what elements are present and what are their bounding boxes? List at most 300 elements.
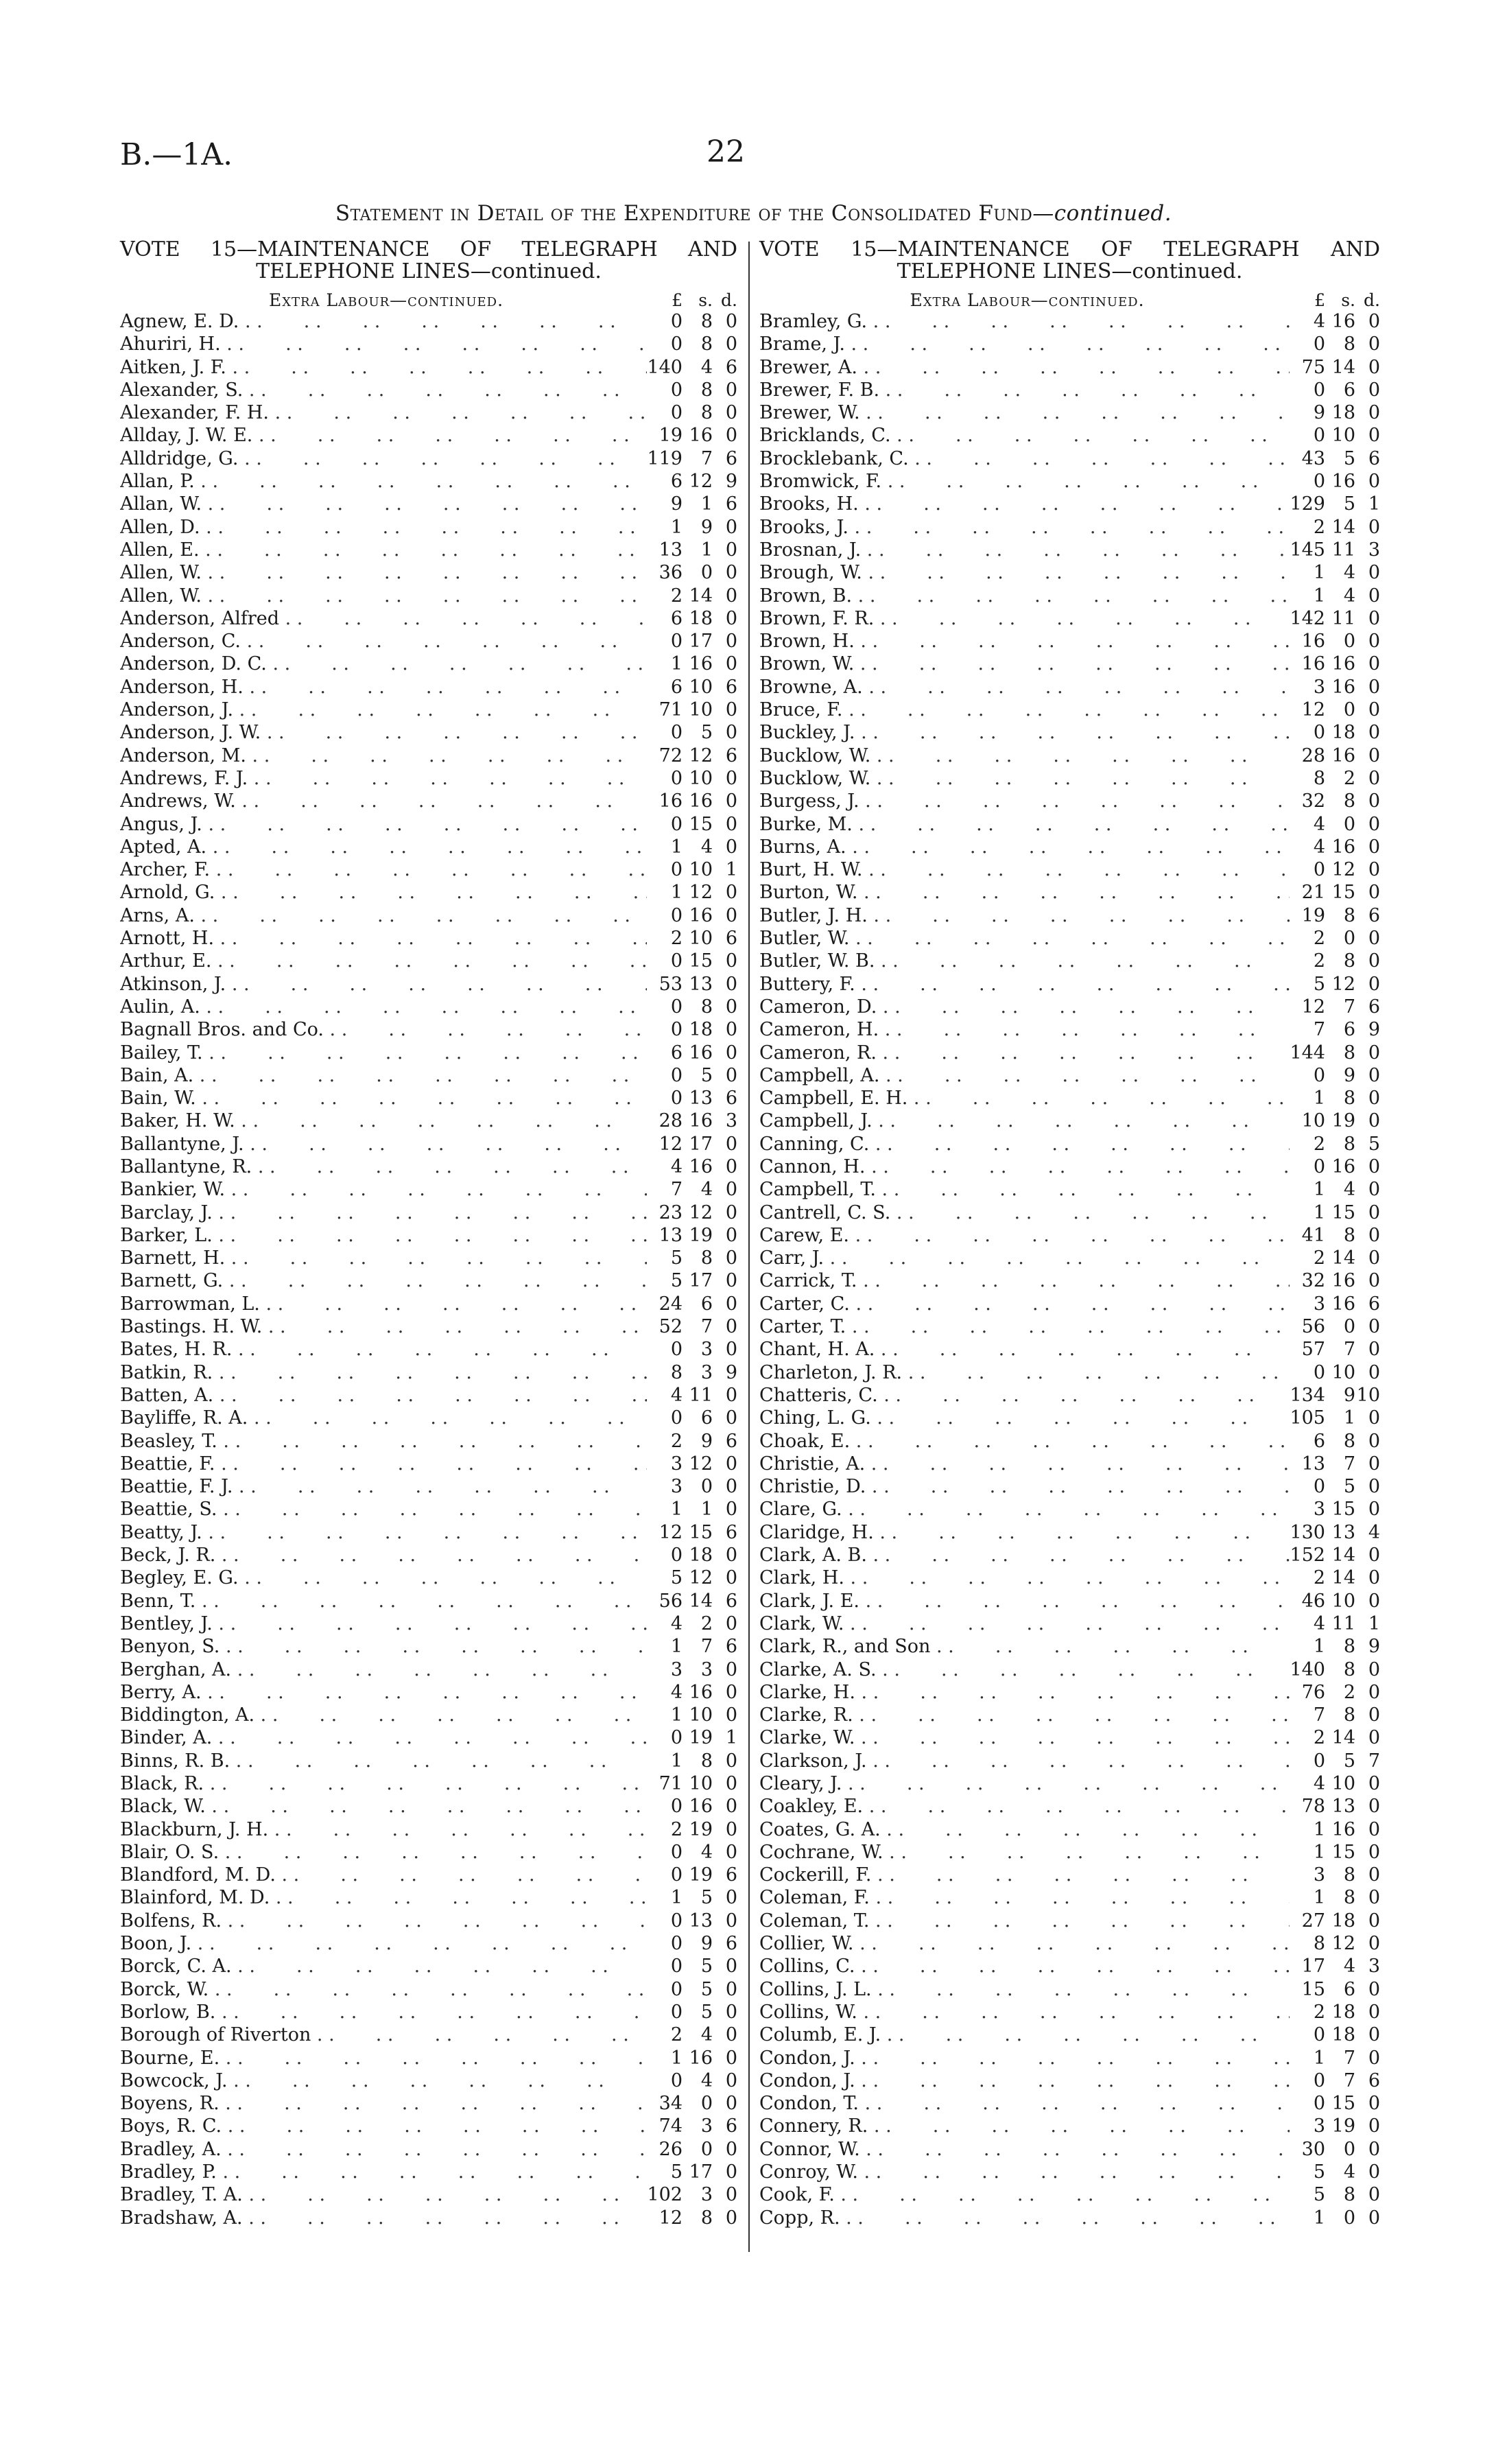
amount-pence: 6 bbox=[1368, 447, 1380, 469]
amount-pounds: 8 bbox=[1313, 767, 1325, 789]
amount-pounds: 1 bbox=[670, 1887, 683, 1909]
payee-name: Clarke, H. . . bbox=[759, 1681, 1290, 1704]
amount-pounds: 0 bbox=[670, 950, 683, 972]
amount-shillings: 5 bbox=[1343, 1476, 1355, 1498]
amount-shillings: 5 bbox=[1343, 493, 1355, 515]
payee-name: Condon, T. . . bbox=[759, 2092, 1290, 2115]
amount-pence: 5 bbox=[1368, 1133, 1380, 1155]
amount-pence: 0 bbox=[725, 1750, 737, 1772]
amount-pounds: 1 bbox=[670, 2047, 683, 2069]
amount-pence: 0 bbox=[1368, 1476, 1380, 1498]
amount-pounds: 56 bbox=[1301, 1316, 1325, 1338]
payee-name: Condon, J. . . bbox=[759, 2069, 1290, 2092]
amount-pence: 6 bbox=[725, 1088, 737, 1110]
amount-pence: 6 bbox=[725, 493, 737, 515]
payee-name: Cochrane, W. . . bbox=[759, 1841, 1290, 1864]
amount-pence: 0 bbox=[725, 1818, 737, 1840]
amount-pence: 0 bbox=[1368, 1773, 1380, 1794]
payee-name: Bailey, T. . . bbox=[120, 1042, 647, 1064]
amount-pounds: 105 bbox=[1290, 1407, 1325, 1429]
amount-pounds: 12 bbox=[658, 2207, 683, 2229]
amount-pence: 0 bbox=[1368, 859, 1380, 881]
amount-pounds: 6 bbox=[670, 676, 683, 698]
amount-pounds: 0 bbox=[670, 379, 683, 401]
amount-pence: 0 bbox=[1368, 813, 1380, 835]
table-row bbox=[759, 1224, 1380, 1247]
amount-shillings: 8 bbox=[700, 333, 713, 355]
table-row bbox=[120, 1498, 737, 1521]
amount-shillings: 17 bbox=[689, 1133, 713, 1155]
payee-name: Bucklow, W. . . bbox=[759, 767, 1290, 790]
table-row bbox=[759, 1018, 1380, 1041]
amount-shillings: 19 bbox=[689, 1224, 713, 1246]
amount-pounds: 1 bbox=[670, 1636, 683, 1658]
page-reference: B.—1A. bbox=[120, 137, 233, 172]
amount-shillings: 15 bbox=[1331, 2093, 1355, 2115]
payee-name: Buckley, J. . . bbox=[759, 721, 1290, 744]
amount-pence: 0 bbox=[725, 1887, 737, 1909]
table-row bbox=[759, 881, 1380, 904]
amount-pence: 0 bbox=[1368, 1110, 1380, 1132]
amount-pence: 9 bbox=[1368, 1019, 1380, 1041]
payee-name: Carew, E. . . bbox=[759, 1224, 1290, 1247]
amount-shillings: 16 bbox=[689, 2047, 713, 2069]
amount-pounds: 76 bbox=[1301, 1681, 1325, 1703]
amount-shillings: 19 bbox=[689, 1818, 713, 1840]
amount-shillings: 5 bbox=[1343, 447, 1355, 469]
amount-shillings: 11 bbox=[1331, 539, 1355, 561]
amount-pence: 1 bbox=[725, 1727, 737, 1749]
amount-shillings: 0 bbox=[1343, 2207, 1355, 2229]
amount-pence: 6 bbox=[725, 1864, 737, 1886]
payee-name: Bastings. H. W. . . bbox=[120, 1315, 647, 1338]
amount-pence: 0 bbox=[725, 1612, 737, 1634]
payee-name: Beattie, F. J. . . bbox=[120, 1475, 647, 1498]
table-row bbox=[120, 1795, 737, 1818]
payee-name: Brosnan, J. . . bbox=[759, 539, 1290, 561]
amount-pence: 0 bbox=[1368, 356, 1380, 378]
title-main: Statement in Detail of the Expenditure of the Consolidated Fund bbox=[335, 201, 1033, 226]
table-row bbox=[120, 1521, 737, 1544]
amount-pounds: 17 bbox=[1301, 1956, 1325, 1978]
amount-pence: 0 bbox=[725, 973, 737, 995]
amount-pence: 0 bbox=[725, 2024, 737, 2046]
amount-pounds: 46 bbox=[1301, 1590, 1325, 1612]
amount-pence: 0 bbox=[1368, 767, 1380, 789]
section-header bbox=[120, 283, 737, 310]
payee-name: Barclay, J. . . bbox=[120, 1201, 647, 1224]
table-row bbox=[120, 2161, 737, 2183]
amount-shillings: 16 bbox=[689, 1042, 713, 1064]
amount-pence: 0 bbox=[1368, 1933, 1380, 1955]
payee-name: Chant, H. A. . . bbox=[759, 1338, 1290, 1361]
amount-pence: 0 bbox=[725, 950, 737, 972]
amount-pence: 0 bbox=[1368, 1887, 1380, 1909]
amount-shillings: 0 bbox=[1343, 928, 1355, 950]
amount-pounds: 0 bbox=[670, 722, 683, 744]
amount-pence: 0 bbox=[725, 1133, 737, 1155]
amount-pounds: 145 bbox=[1290, 539, 1325, 561]
amount-pence: 0 bbox=[725, 1316, 737, 1338]
amount-pence: 0 bbox=[1368, 653, 1380, 675]
payee-name: Archer, F. . . bbox=[120, 858, 647, 881]
payee-name: Butler, J. H. . . bbox=[759, 904, 1290, 927]
payee-name: Borck, W. . . bbox=[120, 1978, 647, 2001]
amount-pounds: 16 bbox=[658, 790, 683, 812]
amount-pounds: 2 bbox=[1313, 950, 1325, 972]
amount-shillings: 1 bbox=[700, 1499, 713, 1521]
amount-shillings: 18 bbox=[689, 607, 713, 629]
table-row bbox=[759, 1201, 1380, 1224]
amount-shillings: 0 bbox=[1343, 631, 1355, 653]
payee-name: Choak, E. . . bbox=[759, 1430, 1290, 1453]
amount-shillings: 15 bbox=[1331, 1499, 1355, 1521]
table-row bbox=[120, 2001, 737, 2023]
page-title bbox=[0, 201, 1507, 226]
amount-pounds: 16 bbox=[1301, 653, 1325, 675]
amount-shillings: 1 bbox=[700, 493, 713, 515]
payee-name: Blair, O. S. . . bbox=[120, 1841, 647, 1864]
amount-shillings: 3 bbox=[700, 2184, 713, 2206]
amount-pounds: 0 bbox=[670, 1956, 683, 1978]
amount-pounds: 0 bbox=[1313, 1750, 1325, 1772]
payee-name: Carter, C. . . bbox=[759, 1293, 1290, 1315]
amount-pence: 0 bbox=[725, 790, 737, 812]
amount-pounds: 0 bbox=[1313, 1064, 1325, 1086]
amount-pence: 6 bbox=[725, 1430, 737, 1452]
amount-shillings: 3 bbox=[700, 1658, 713, 1680]
amount-pounds: 3 bbox=[1313, 1864, 1325, 1886]
amount-pence: 0 bbox=[1368, 2093, 1380, 2115]
payee-name: Brooks, J. . . bbox=[759, 516, 1290, 539]
payee-name: Allen, W. . . bbox=[120, 585, 647, 607]
table-row bbox=[759, 379, 1380, 401]
table-row bbox=[759, 1087, 1380, 1110]
amount-shillings: 10 bbox=[689, 767, 713, 789]
payee-name: Burton, W. . . bbox=[759, 881, 1290, 904]
table-row bbox=[120, 401, 737, 424]
amount-pounds: 12 bbox=[658, 1521, 683, 1543]
amount-shillings: 7 bbox=[1343, 1453, 1355, 1475]
payee-name: Chatteris, C. . . bbox=[759, 1384, 1290, 1407]
amount-pounds: 6 bbox=[1313, 1430, 1325, 1452]
amount-pounds: 71 bbox=[658, 699, 683, 721]
amount-shillings: 0 bbox=[700, 2093, 713, 2115]
table-row bbox=[120, 1430, 737, 1453]
table-row bbox=[120, 1590, 737, 1612]
amount-shillings: 8 bbox=[1343, 1704, 1355, 1726]
amount-pounds: 1 bbox=[670, 1499, 683, 1521]
amount-shillings: 13 bbox=[1331, 1521, 1355, 1543]
amount-shillings: 8 bbox=[1343, 1133, 1355, 1155]
amount-shillings: 16 bbox=[689, 904, 713, 926]
payee-name: Boon, J. . . bbox=[120, 1932, 647, 1955]
amount-pence: 6 bbox=[1368, 904, 1380, 926]
amount-shillings: 19 bbox=[1331, 1110, 1355, 1132]
amount-pence: 0 bbox=[1368, 836, 1380, 858]
table-row bbox=[120, 1544, 737, 1567]
amount-pounds: 2 bbox=[1313, 1727, 1325, 1749]
amount-pounds: 1 bbox=[670, 836, 683, 858]
amount-pence: 0 bbox=[1368, 333, 1380, 355]
amount-pounds: 26 bbox=[658, 2138, 683, 2160]
payee-name: Claridge, H. . . bbox=[759, 1521, 1290, 1544]
amount-pence: 0 bbox=[1368, 1247, 1380, 1269]
amount-pounds: 4 bbox=[670, 1612, 683, 1634]
amount-pence: 0 bbox=[1368, 1658, 1380, 1680]
table-row bbox=[759, 1612, 1380, 1635]
amount-shillings: 5 bbox=[700, 1956, 713, 1978]
amount-pounds: 134 bbox=[1290, 1384, 1325, 1406]
payee-name: Anderson, Alfred . . bbox=[120, 607, 647, 630]
vote-heading: VOTE 15—MAINTENANCE OF TELEGRAPH AND bbox=[759, 237, 1380, 261]
table-row bbox=[759, 2023, 1380, 2046]
amount-pence: 0 bbox=[1368, 1727, 1380, 1749]
section-header bbox=[759, 283, 1380, 310]
amount-pounds: 1 bbox=[1313, 1887, 1325, 1909]
payee-name: Borck, C. A. . . bbox=[120, 1955, 647, 1978]
amount-pence: 0 bbox=[1368, 699, 1380, 721]
amount-pence: 0 bbox=[725, 607, 737, 629]
amount-pence: 0 bbox=[725, 996, 737, 1018]
table-row bbox=[120, 1133, 737, 1155]
amount-shillings: 10 bbox=[689, 928, 713, 950]
amount-pence: 0 bbox=[1368, 1179, 1380, 1201]
amount-pounds: 0 bbox=[670, 1019, 683, 1041]
payee-name: Bucklow, W. . . bbox=[759, 744, 1290, 767]
amount-pence: 0 bbox=[1368, 1567, 1380, 1589]
amount-pounds: 36 bbox=[658, 562, 683, 584]
amount-pence: 0 bbox=[725, 1179, 737, 1201]
amount-shillings: 4 bbox=[1343, 1956, 1355, 1978]
amount-shillings: 18 bbox=[1331, 402, 1355, 424]
payee-name: Arns, A. . . bbox=[120, 904, 647, 927]
amount-pence: 3 bbox=[1368, 539, 1380, 561]
amount-pounds: 21 bbox=[1301, 882, 1325, 904]
table-row bbox=[120, 1955, 737, 1978]
table-row bbox=[120, 1750, 737, 1772]
amount-pounds: 0 bbox=[670, 1064, 683, 1086]
amount-pounds: 0 bbox=[670, 813, 683, 835]
table-row bbox=[759, 447, 1380, 470]
amount-pounds: 1 bbox=[670, 516, 683, 538]
payee-name: Brooks, H. . . bbox=[759, 493, 1290, 515]
payee-name: Beattie, F. . . bbox=[120, 1453, 647, 1475]
amount-pounds: 1 bbox=[1313, 1841, 1325, 1863]
amount-pence: 0 bbox=[725, 1658, 737, 1680]
payee-name: Bradley, T. A. . . bbox=[120, 2183, 647, 2206]
amount-shillings: 0 bbox=[700, 562, 713, 584]
vote-subheading: TELEPHONE LINES—continued. bbox=[897, 259, 1243, 283]
table-row bbox=[120, 2069, 737, 2092]
table-row bbox=[759, 767, 1380, 790]
table-row bbox=[759, 790, 1380, 812]
table-row bbox=[120, 1658, 737, 1681]
payee-name: Barker, L. . . bbox=[120, 1224, 647, 1247]
table-row bbox=[759, 1269, 1380, 1292]
amount-shillings: 7 bbox=[700, 1316, 713, 1338]
amount-pence: 0 bbox=[725, 1841, 737, 1863]
table-row bbox=[759, 585, 1380, 607]
table-row bbox=[120, 1772, 737, 1795]
amount-pounds: 13 bbox=[1301, 1453, 1325, 1475]
amount-pounds: 12 bbox=[1301, 699, 1325, 721]
payee-name: Batten, A. . . bbox=[120, 1384, 647, 1407]
amount-pence: 0 bbox=[1368, 1499, 1380, 1521]
amount-pence: 0 bbox=[1368, 1910, 1380, 1932]
amount-pounds: 152 bbox=[1290, 1545, 1325, 1567]
amount-pence: 0 bbox=[1368, 1316, 1380, 1338]
table-row bbox=[759, 516, 1380, 539]
amount-pounds: 5 bbox=[670, 2161, 683, 2183]
table-row bbox=[120, 1681, 737, 1704]
table-row bbox=[759, 1726, 1380, 1749]
amount-pounds: 19 bbox=[658, 425, 683, 447]
amount-pence: 0 bbox=[725, 2001, 737, 2023]
amount-pounds: 3 bbox=[670, 1476, 683, 1498]
payee-name: Ahuriri, H. . . bbox=[120, 333, 647, 355]
table-row bbox=[120, 1201, 737, 1224]
amount-shillings: 6 bbox=[1343, 1978, 1355, 2000]
amount-pounds: 0 bbox=[670, 2069, 683, 2091]
table-row bbox=[759, 1750, 1380, 1772]
amount-pence: 0 bbox=[1368, 1704, 1380, 1726]
amount-pence: 0 bbox=[1368, 950, 1380, 972]
amount-pounds: 0 bbox=[1313, 1155, 1325, 1177]
table-row bbox=[759, 333, 1380, 355]
amount-pounds: 0 bbox=[670, 2001, 683, 2023]
amount-pounds: 144 bbox=[1290, 1042, 1325, 1064]
amount-pounds: 4 bbox=[1313, 1612, 1325, 1634]
payee-name: Cameron, R. . . bbox=[759, 1042, 1290, 1064]
amount-shillings: 15 bbox=[1331, 1201, 1355, 1223]
amount-pence: 0 bbox=[725, 539, 737, 561]
payee-name: Campbell, J. . . bbox=[759, 1110, 1290, 1132]
title-suffix: —continued. bbox=[1032, 201, 1172, 226]
amount-pounds: 75 bbox=[1301, 356, 1325, 378]
payee-name: Ching, L. G. . . bbox=[759, 1407, 1290, 1429]
payee-name: Campbell, A. . . bbox=[759, 1064, 1290, 1087]
amount-pounds: 4 bbox=[670, 1681, 683, 1703]
amount-shillings: 18 bbox=[1331, 1910, 1355, 1932]
payee-name: Anderson, C. . . bbox=[120, 630, 647, 653]
amount-shillings: 14 bbox=[1331, 356, 1355, 378]
amount-pounds: 140 bbox=[1290, 1658, 1325, 1680]
amount-shillings: 12 bbox=[1331, 973, 1355, 995]
table-row bbox=[120, 2183, 737, 2206]
payee-name: Carter, T. . . bbox=[759, 1315, 1290, 1338]
amount-pounds: 1 bbox=[1313, 1636, 1325, 1658]
amount-shillings: 5 bbox=[700, 1064, 713, 1086]
amount-shillings: 13 bbox=[689, 1910, 713, 1932]
table-row bbox=[120, 1315, 737, 1338]
amount-pence: 0 bbox=[725, 1155, 737, 1177]
amount-pounds: 0 bbox=[670, 1978, 683, 2000]
amount-shillings: 5 bbox=[700, 1887, 713, 1909]
amount-pence: 6 bbox=[1368, 2069, 1380, 2091]
payee-name: Campbell, T. . . bbox=[759, 1178, 1290, 1201]
amount-shillings: 11 bbox=[689, 1384, 713, 1406]
payee-name: Connor, W. . . bbox=[759, 2138, 1290, 2161]
amount-pence: 0 bbox=[1368, 973, 1380, 995]
amount-pounds: 9 bbox=[670, 493, 683, 515]
amount-shillings: 13 bbox=[689, 1088, 713, 1110]
table-row bbox=[120, 1704, 737, 1726]
payee-name: Bradshaw, A. . . bbox=[120, 2207, 647, 2229]
page-number: 22 bbox=[707, 134, 745, 169]
amount-shillings: 9 bbox=[1343, 1384, 1355, 1406]
amount-shillings: 8 bbox=[1343, 1636, 1355, 1658]
amount-pounds: 43 bbox=[1301, 447, 1325, 469]
table-row bbox=[120, 1612, 737, 1635]
amount-pounds: 4 bbox=[670, 1155, 683, 1177]
amount-pence: 0 bbox=[725, 904, 737, 926]
table-row bbox=[120, 2092, 737, 2115]
amount-pence: 6 bbox=[725, 2115, 737, 2137]
payee-name: Anderson, J. W. . . bbox=[120, 721, 647, 744]
amount-shillings: 16 bbox=[1331, 1818, 1355, 1840]
amount-pence: 0 bbox=[725, 1453, 737, 1475]
expenditure-list bbox=[120, 310, 737, 2229]
table-row bbox=[759, 1681, 1380, 1704]
amount-shillings: 4 bbox=[1343, 1179, 1355, 1201]
amount-shillings: 18 bbox=[1331, 2024, 1355, 2046]
payee-name: Buttery, F. . . bbox=[759, 973, 1290, 996]
payee-name: Arnott, H. . . bbox=[120, 927, 647, 950]
amount-shillings: 5 bbox=[700, 722, 713, 744]
amount-shillings: 10 bbox=[689, 859, 713, 881]
amount-pence: 0 bbox=[725, 631, 737, 653]
amount-pence: 0 bbox=[1368, 1545, 1380, 1567]
amount-shillings: 4 bbox=[700, 836, 713, 858]
table-row bbox=[759, 2115, 1380, 2137]
amount-pounds: 2 bbox=[670, 2024, 683, 2046]
table-row bbox=[759, 744, 1380, 767]
amount-pounds: 72 bbox=[658, 744, 683, 766]
amount-shillings: 8 bbox=[700, 2207, 713, 2229]
table-row bbox=[120, 1361, 737, 1384]
left-column bbox=[120, 239, 737, 2229]
amount-shillings: 2 bbox=[1343, 767, 1355, 789]
amount-pence: 0 bbox=[725, 2207, 737, 2229]
amount-shillings: 3 bbox=[700, 1361, 713, 1383]
amount-pence: 0 bbox=[725, 333, 737, 355]
amount-pounds: 1 bbox=[1313, 1088, 1325, 1110]
table-row bbox=[759, 1886, 1380, 1909]
amount-shillings: 12 bbox=[1331, 1933, 1355, 1955]
table-row bbox=[120, 561, 737, 584]
amount-shillings: 19 bbox=[689, 1727, 713, 1749]
amount-pounds: 1 bbox=[1313, 562, 1325, 584]
amount-pence: 0 bbox=[725, 2069, 737, 2091]
amount-pounds: 4 bbox=[670, 1384, 683, 1406]
table-row bbox=[120, 310, 737, 333]
amount-pounds: 32 bbox=[1301, 1270, 1325, 1292]
payee-name: Collier, W. . . bbox=[759, 1932, 1290, 1955]
amount-pounds: 0 bbox=[1313, 1476, 1325, 1498]
amount-shillings: 18 bbox=[1331, 2001, 1355, 2023]
payee-name: Clark, J. E. . . bbox=[759, 1590, 1290, 1612]
amount-pounds: 4 bbox=[1313, 1773, 1325, 1794]
table-row bbox=[120, 1155, 737, 1178]
payee-name: Barrowman, L. . . bbox=[120, 1293, 647, 1315]
payee-name: Bruce, F. . . bbox=[759, 699, 1290, 721]
table-row bbox=[759, 676, 1380, 699]
amount-pounds: 129 bbox=[1290, 493, 1325, 515]
table-row bbox=[759, 2207, 1380, 2229]
payee-name: Conroy, W. . . bbox=[759, 2161, 1290, 2183]
amount-pence: 0 bbox=[725, 2184, 737, 2206]
